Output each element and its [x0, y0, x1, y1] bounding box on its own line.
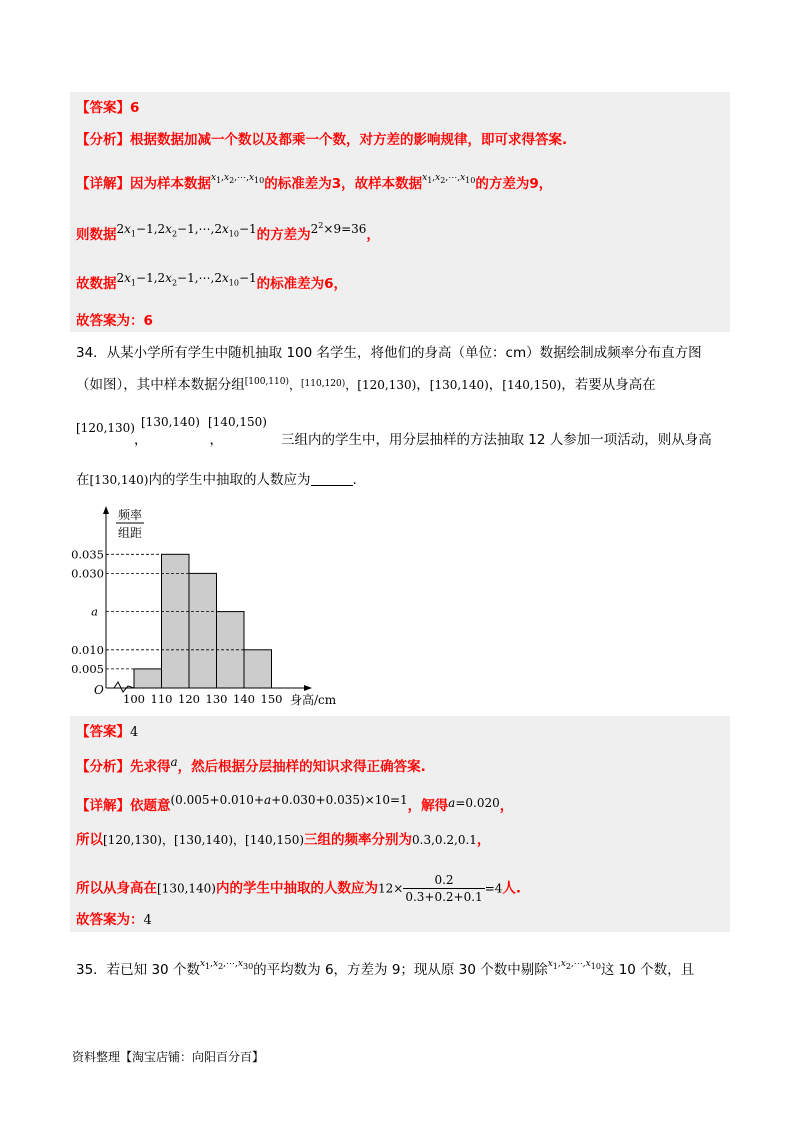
- detail-text: 的方差为: [256, 227, 311, 243]
- q34-question-line-4: [76, 470, 357, 490]
- detail-text: 故数据: [76, 276, 117, 292]
- answer-label: 【答案】: [76, 100, 130, 116]
- q33-answer-line: [76, 98, 139, 118]
- x-tick-label: 100: [123, 692, 145, 706]
- analysis-text: ，然后根据分层抽样的知识求得正确答案.: [177, 759, 426, 775]
- detail-text: 所以从身高在: [76, 880, 157, 897]
- question-text: （如图），其中样本数据分组: [76, 377, 245, 393]
- formula-x-sequence: x1,x2,⋯,x10: [211, 173, 265, 185]
- interval-list: [100,110): [244, 377, 289, 387]
- analysis-label: 【分析】: [76, 759, 130, 775]
- detail-text: 因为样本数据: [130, 176, 211, 192]
- interval: [130,140): [89, 473, 149, 487]
- q33-detail-line-1: [76, 168, 552, 194]
- detail-label: 【详解】: [76, 176, 130, 192]
- detail-text: 的标准差为6，: [256, 276, 348, 292]
- x-tick-label: 120: [178, 692, 200, 706]
- interval: [120,130): [76, 421, 135, 435]
- q34-question-line-3b: ， ， 三组内的学生中，用分层抽样的方法抽取 12 人参加一项活动，则从身高: [134, 432, 712, 448]
- final-answer: 故答案为：6: [76, 313, 153, 329]
- q34-detail-line-2: 所以[120,130)，[130,140)，[140,150)三组的频率分别为0.3,0.2,0.1，: [76, 832, 491, 848]
- histogram-bar: [134, 669, 162, 688]
- question-text: 三组内的学生中，用分层抽样的方法抽取 12 人参加一项活动，则从身高: [281, 432, 712, 448]
- y-label-bottom: 组距: [117, 526, 143, 540]
- final-answer: 4: [143, 913, 152, 928]
- q33-detail-line-3: [76, 268, 347, 294]
- formula-fraction: $\frac{0.2}{0.3+0.2+0.1}$: [405, 873, 483, 904]
- detail-text: ，解得: [407, 798, 449, 814]
- formula-x-sequence: x1,x2,⋯,x10: [547, 959, 601, 971]
- analysis-text: 先求得: [130, 759, 171, 775]
- detail-text: 所以: [76, 832, 103, 848]
- detail-text: 内的学生中抽取的人数应为: [216, 880, 378, 897]
- y-tick-label: 0.005: [71, 661, 104, 676]
- axis-break: [114, 682, 134, 692]
- formula-variance-36: $2^2\times 9=36$: [310, 221, 367, 236]
- question-text: 在: [76, 472, 90, 488]
- detail-text: ，: [366, 227, 380, 243]
- y-tick-label: 0.010: [71, 642, 104, 657]
- x-axis-label: 身高/cm: [290, 693, 337, 707]
- answer-value: 4: [130, 725, 139, 740]
- y-tick-label: 0.030: [71, 566, 104, 581]
- x-axis-arrow: [304, 685, 312, 691]
- answer-block-33: [70, 92, 730, 332]
- answer-label: 【答案】: [76, 724, 130, 740]
- x-tick-label: 140: [233, 692, 255, 706]
- q34-detail-line-1: [76, 790, 513, 816]
- question-text: 35．若已知 30 个数: [76, 962, 200, 978]
- q34-detail-line-3: 所以从身高在[130,140)内的学生中抽取的人数应为12× $\frac{0.2}{0.3+0.2+0.1}$ =4人.: [76, 873, 522, 904]
- detail-text: 人.: [502, 880, 522, 897]
- analysis-label: 【分析】: [76, 132, 130, 148]
- formula-stratified: 12×: [378, 881, 404, 896]
- histogram-bar: [189, 573, 217, 688]
- answer-value: 6: [130, 100, 140, 116]
- footer-source: 资料整理【淘宝店铺：向阳百分百】: [72, 1050, 265, 1064]
- q34-question-line-2: （如图），其中样本数据分组$^{[100,110)}$，$^{[110,120)}$，[120,130)，[130,140)，[140,150)，若要从身高在: [76, 377, 656, 393]
- analysis-text: 根据数据加减一个数以及都乘一个数，对方差的影响规律，即可求得答案.: [130, 132, 568, 148]
- x-tick-label: 110: [150, 692, 173, 706]
- formula-2x-minus-1: $2x_1-1,2x_2-1,\cdots,2x_{10}-1$: [116, 271, 257, 288]
- histogram-bar: [162, 554, 190, 688]
- detail-text: ，: [499, 798, 514, 814]
- detail-label: 【详解】: [76, 798, 130, 814]
- y-axis-arrow: [103, 506, 109, 514]
- formula-sum-equation: (0.005+0.010+a+0.030+0.035)×10=1: [170, 793, 408, 807]
- formula-2x-minus-1: $2x_1-1,2x_2-1,\cdots,2x_{10}-1$: [116, 222, 257, 239]
- question-text: 这 10 个数，且: [600, 962, 695, 978]
- x-tick-label: 130: [205, 692, 228, 706]
- q33-final-line: [76, 311, 153, 331]
- formula-x-sequence: x1,x2,⋯,x10: [422, 173, 476, 185]
- detail-text: 依题意: [130, 798, 171, 814]
- q35-question-line-1: [76, 954, 694, 980]
- detail-text: 的标准差为3，故样本数据: [264, 176, 423, 192]
- question-text: 34．从某小学所有学生中随机抽取 100 名学生，将他们的身高（单位：cm）数据绘制成频率分布直方图: [76, 345, 702, 361]
- question-text: 内的学生中抽取的人数应为: [148, 472, 311, 488]
- formula-frequencies: 0.3,0.2,0.1: [412, 833, 477, 847]
- frequency-histogram: [68, 500, 368, 710]
- q34-analysis-line: 【分析】先求得a，然后根据分层抽样的知识求得正确答案.: [76, 755, 426, 775]
- answer-blank[interactable]: [311, 471, 353, 486]
- histogram-bar: [217, 612, 245, 688]
- question-text: .: [352, 472, 357, 488]
- y-tick-label: a: [91, 604, 98, 619]
- q34-question-line-1: [76, 343, 702, 363]
- detail-text: 的方差为9，: [475, 176, 553, 192]
- q34-answer-line: [76, 722, 138, 743]
- y-label-top: 频率: [117, 508, 143, 522]
- q33-detail-line-2: [76, 216, 380, 245]
- detail-text: ，: [476, 832, 491, 848]
- question-text: ，若要从身高在: [561, 377, 656, 393]
- question-text: 的平均数为 6，方差为 9；现从原 30 个数中剔除: [253, 962, 548, 978]
- formula-a-value: a=0.020: [448, 796, 500, 810]
- origin-label: O: [94, 683, 104, 697]
- x-tick-label: 150: [260, 692, 283, 706]
- detail-text: 则数据: [76, 227, 117, 243]
- histogram-bar: [244, 650, 272, 688]
- q34-question-line-3: [120,130) [130,140) [140,150): [76, 415, 267, 435]
- detail-text: 三组的频率分别为: [304, 832, 413, 848]
- q33-analysis-line: [76, 130, 567, 150]
- q34-final-line: [76, 910, 152, 931]
- final-label: 故答案为：: [76, 912, 144, 928]
- y-tick-label: 0.035: [71, 547, 104, 562]
- formula-x-sequence: x1,x2,⋯,x30: [199, 959, 254, 971]
